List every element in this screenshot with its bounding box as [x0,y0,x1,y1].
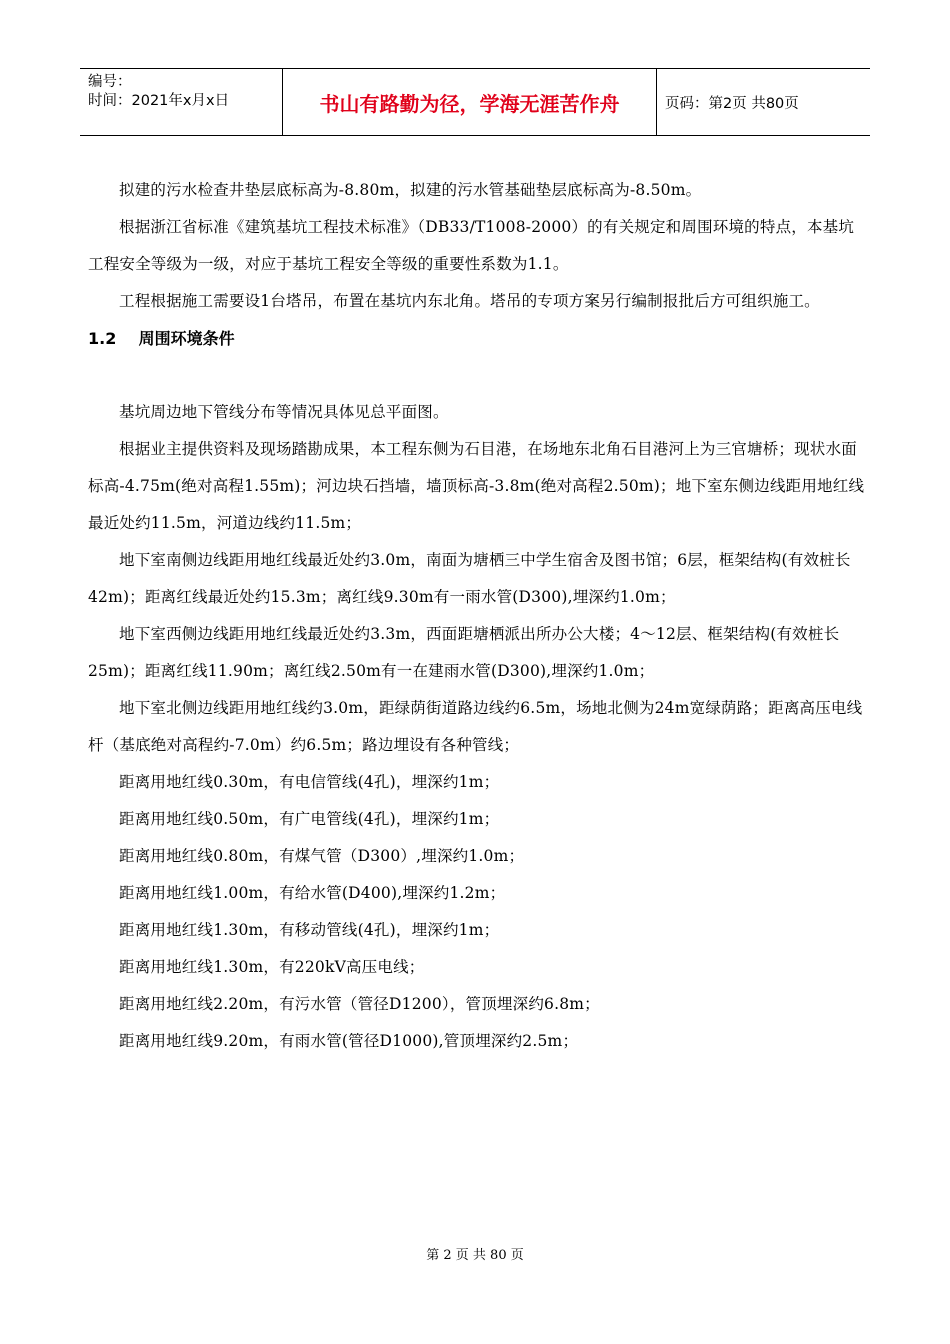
pipeline-item: 距离用地红线0.80m，有煤气管（D300）,埋深约1.0m； [119,847,525,865]
pipeline-item: 距离用地红线1.30m，有移动管线(4孔)，埋深约1m； [119,921,500,939]
pipeline-item: 距离用地红线1.30m，有220kV高压电线； [119,958,425,976]
pipeline-item: 距离用地红线0.50m，有广电管线(4孔)，埋深约1m； [119,810,500,828]
pipeline-item: 距离用地红线1.00m，有给水管(D400),埋深约1.2m； [119,884,506,902]
header-page-label: 页码：第2页 共80页 [665,95,799,112]
header-page-cell [657,69,870,135]
header-meta [80,69,283,135]
paragraph: 拟建的污水检查井垫层底标高为-8.80m，拟建的污水管基础垫层底标高为-8.50m。 [119,181,702,199]
paragraph: 地下室南侧边线距用地红线最近处约3.0m，南面为塘栖三中学生宿舍及图书馆；6层，框架结构(有效桩长42m)；距离红线最近处约15.3m；离红线9.30m有一雨水管(D300),埋深约1.0m； [88,551,851,606]
paragraph: 地下室西侧边线距用地红线最近处约3.3m，西面距塘栖派出所办公大楼；4～12层、框架结构(有效桩长25m)；距离红线11.90m；离红线2.50m有一在建雨水管(D300),埋深约1.0m； [88,625,840,680]
paragraph: 根据浙江省标准《建筑基坑工程技术标准》（DB33/T1008-2000）的有关规定和周围环境的特点，本基坑工程安全等级为一级，对应于基坑工程安全等级的重要性系数为1.1。 [88,218,855,273]
header-table [80,68,870,136]
paragraph: 根据业主提供资料及现场踏勘成果，本工程东侧为石目港，在场地东北角石目港河上为三官塘桥；现状水面标高-4.75m(绝对高程1.55m)；河边块石挡墙，墙顶标高-3.8m(绝对高程2.50m)；地下室东侧边线距用地红线最近处约11.5m，河道边线约11.5m； [88,440,865,532]
section-title: 周围环境条件 [138,329,235,348]
pipeline-item: 距离用地红线0.30m，有电信管线(4孔)，埋深约1m； [119,773,500,791]
paragraph: 地下室北侧边线距用地红线约3.0m，距绿荫街道路边线约6.5m，场地北侧为24m宽绿荫路；距离高压电线杆（基底绝对高程约-7.0m）约6.5m；路边埋设有各种管线； [88,699,863,754]
section-heading [88,320,868,357]
header-motto-cell [283,69,657,135]
pipeline-item: 距离用地红线2.20m，有污水管（管径D1200），管顶埋深约6.8m； [119,995,600,1013]
document-date-label: 时间：2021年x月x日 [88,93,230,109]
section-number: 1.2 [88,329,117,348]
document-number-label: 编号： [88,74,132,90]
page-footer: 第 2 页 共 80 页 [426,1248,524,1263]
pipeline-item: 距离用地红线9.20m，有雨水管(管径D1000),管顶埋深约2.5m； [119,1032,579,1050]
document-body [88,172,868,1060]
header-motto: 书山有路勤为径，学海无涯苦作舟 [319,91,620,116]
paragraph: 工程根据施工需要设1台塔吊，布置在基坑内东北角。塔吊的专项方案另行编制报批后方可组织施工。 [119,292,820,310]
paragraph: 基坑周边地下管线分布等情况具体见总平面图。 [119,403,449,421]
